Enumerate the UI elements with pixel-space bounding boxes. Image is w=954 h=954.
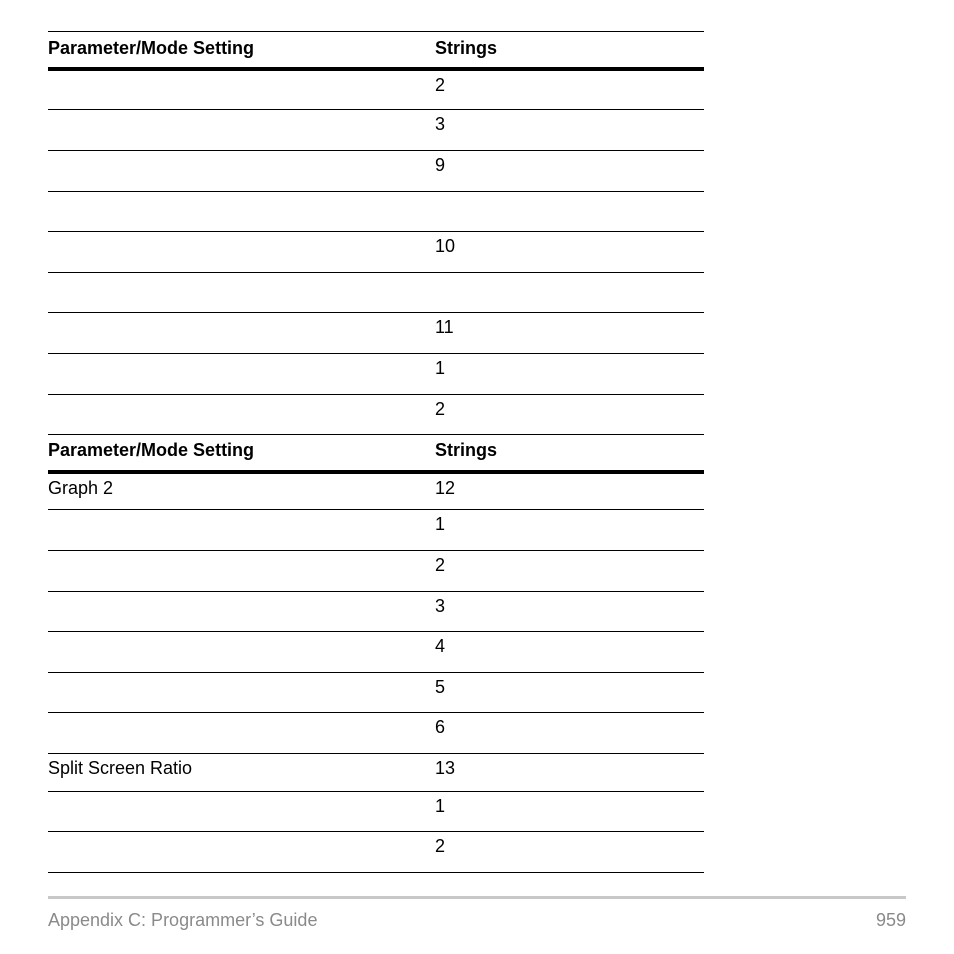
strings-cell: 3	[435, 114, 446, 134]
strings-cell: 3	[435, 596, 446, 616]
table-row	[48, 474, 704, 510]
table-row	[48, 110, 704, 151]
header-parameter: Parameter/Mode Setting	[48, 440, 255, 460]
header-strings: Strings	[435, 440, 498, 460]
table-row	[48, 151, 704, 192]
parameter-table-2	[48, 434, 704, 873]
footer-title: Appendix C: Programmer’s Guide	[48, 910, 318, 930]
table-row	[48, 232, 704, 273]
parameter-table-1	[48, 31, 704, 435]
strings-cell: 2	[435, 836, 446, 856]
table-row	[48, 754, 704, 792]
strings-cell: 1	[435, 796, 446, 816]
parameter-cell: Split Screen Ratio	[48, 758, 193, 778]
strings-cell: 4	[435, 636, 446, 656]
table-row	[48, 592, 704, 632]
table-row	[48, 354, 704, 395]
table-row	[48, 673, 704, 713]
table-header	[48, 31, 704, 71]
table-row	[48, 713, 704, 754]
strings-cell: 2	[435, 399, 446, 419]
strings-cell: 1	[435, 514, 446, 534]
strings-cell: 10	[435, 236, 456, 256]
page-number: 959	[875, 910, 906, 930]
parameter-cell: Graph 2	[48, 478, 114, 498]
strings-cell: 11	[435, 317, 454, 337]
footer-divider	[48, 896, 906, 899]
strings-cell: 9	[435, 155, 446, 175]
strings-cell: 13	[435, 758, 456, 778]
strings-cell: 12	[435, 478, 456, 498]
strings-cell: 2	[435, 75, 446, 95]
table-row	[48, 510, 704, 551]
strings-cell: 6	[435, 717, 446, 737]
table-row	[48, 792, 704, 832]
table-row	[48, 632, 704, 673]
table-row	[48, 313, 704, 354]
table-row	[48, 832, 704, 873]
table-row	[48, 395, 704, 435]
table-row	[48, 192, 704, 232]
header-parameter: Parameter/Mode Setting	[48, 38, 255, 58]
header-strings: Strings	[435, 38, 498, 58]
table-header	[48, 434, 704, 474]
strings-cell: 1	[435, 358, 446, 378]
table-row	[48, 551, 704, 592]
table-row	[48, 273, 704, 313]
strings-cell: 2	[435, 555, 446, 575]
strings-cell: 5	[435, 677, 446, 697]
table-row	[48, 71, 704, 110]
